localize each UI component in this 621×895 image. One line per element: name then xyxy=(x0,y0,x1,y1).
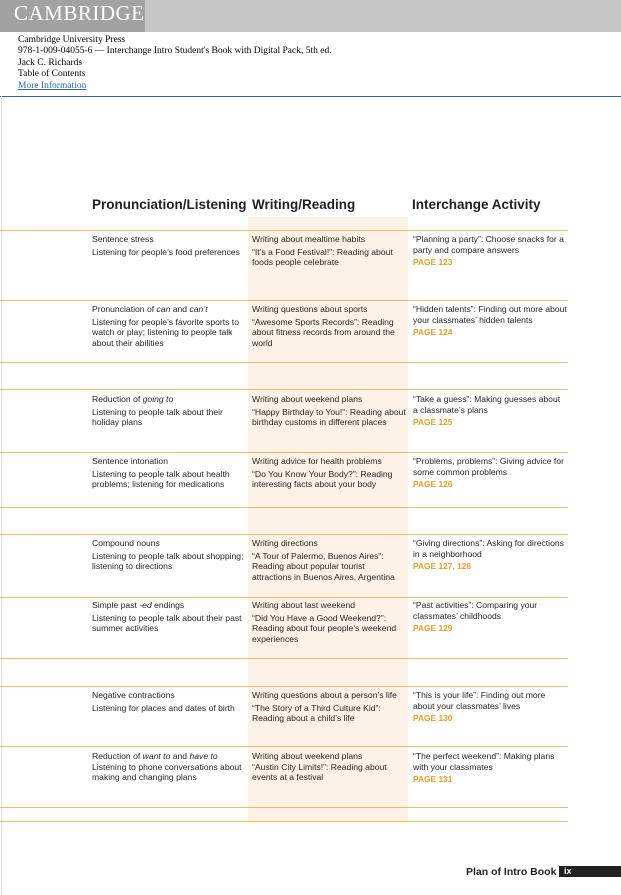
table-row-pron: Sentence stress Listening for people’s food preferences xyxy=(92,234,240,257)
page-reference: PAGE 131 xyxy=(413,774,453,785)
table-row-pron: Compound nouns Listening to people talk about shopping; listening to directions xyxy=(92,538,244,572)
footer-title: Plan of Intro Book xyxy=(466,866,557,878)
table-row-pron: Sentence intonation Listening to people talk about health problems; listening for medications xyxy=(92,456,230,490)
table-row-writing: Writing directions “A Tour of Palermo, Buenos Aires”: Reading about popular tourist attractions in Buenos Aires, Argentina xyxy=(252,538,395,582)
row-divider xyxy=(0,746,568,747)
table-row-pron: Negative contractions Listening for places and dates of birth xyxy=(92,690,235,713)
table-row-activity: “Take a guess”: Making guesses about a classmate’s plans PAGE 125 xyxy=(413,394,567,430)
header-divider xyxy=(0,96,621,97)
table-row-writing: Writing about last weekend “Did You Have a Good Weekend?”: Reading about four people’s weekend experiences xyxy=(252,600,397,644)
page-number: ix xyxy=(559,866,621,877)
cambridge-logo: CAMBRIDGE xyxy=(0,0,145,32)
row-divider xyxy=(0,507,568,508)
page-reference: PAGE 123 xyxy=(413,257,453,268)
column-heading-activity: Interchange Activity xyxy=(412,197,541,212)
column-heading-pronunciation: Pronunciation/Listening xyxy=(92,197,247,212)
row-divider xyxy=(0,686,568,687)
table-row-activity: “Past activities”: Comparing your classmates’ childhoods PAGE 129 xyxy=(413,600,567,636)
row-divider xyxy=(0,534,568,535)
column-heading-writing: Writing/Reading xyxy=(252,197,356,212)
page-reference: PAGE 124 xyxy=(413,327,453,338)
more-information-link[interactable]: More Information xyxy=(18,80,87,91)
isbn-title: 978-1-009-04055-6 — Interchange Intro Student's Book with Digital Pack, 5th ed. xyxy=(18,46,332,57)
table-row-activity: “Planning a party”: Choose snacks for a party and compare answers PAGE 123 xyxy=(413,234,567,270)
row-divider xyxy=(0,230,568,231)
page-reference: PAGE 125 xyxy=(413,417,453,428)
publisher: Cambridge University Press xyxy=(18,35,126,45)
table-row-activity: “This is your life”: Finding out more about your classmates’ lives PAGE 130 xyxy=(413,690,567,726)
table-row-writing: Writing about mealtime habits “It’s a Food Festival!”: Reading about foods people celebrate xyxy=(252,234,393,268)
section-label: Table of Contents xyxy=(18,69,86,80)
author: Jack C. Richards xyxy=(18,57,83,68)
row-divider xyxy=(0,452,568,453)
row-divider xyxy=(0,658,568,659)
row-divider xyxy=(0,300,568,301)
page-reference: PAGE 130 xyxy=(413,713,453,724)
table-row-writing: Writing questions about a person’s life “The Story of a Third Culture Kid”: Reading about a child’s life xyxy=(252,690,397,724)
table-row-activity: “Hidden talents”: Finding out more about your classmates’ hidden talents PAGE 124 xyxy=(413,304,567,338)
row-divider xyxy=(0,362,568,363)
row-divider xyxy=(0,807,568,808)
table-row-pron: Reduction of want to and have to Listening to phone conversations about making and changing plans xyxy=(92,751,242,783)
table-row-pron: Reduction of going to Listening to people talk about their holiday plans xyxy=(92,394,223,428)
table-row-writing: Writing about weekend plans “Happy Birthday to You!”: Reading about birthday customs in different places xyxy=(252,394,406,428)
table-row-writing: Writing questions about sports “Awesome Sports Records”: Reading about fitness records from around the world xyxy=(252,304,395,348)
page-edge-line xyxy=(1,96,2,895)
table-row-pron: Pronunciation of can and can’t Listening for people’s favorite sports to watch or play; listening to people talk about their abilities xyxy=(92,304,239,348)
table-row-writing: Writing about weekend plans “Austin City Limits!”: Reading about events at a festival xyxy=(252,751,387,783)
row-divider xyxy=(0,389,568,390)
row-divider xyxy=(0,821,568,822)
table-row-pron: Simple past -ed endings Listening to people talk about their past summer activities xyxy=(92,600,242,634)
table-row-activity: “Problems, problems”: Giving advice for some common problems PAGE 126 xyxy=(413,456,567,492)
page-reference: PAGE 127, 128 xyxy=(413,561,472,572)
table-row-activity: “The perfect weekend”: Making plans with your classmates PAGE 131 xyxy=(413,751,567,787)
book-metadata xyxy=(18,35,332,92)
page-reference: PAGE 129 xyxy=(413,623,453,634)
page-reference: PAGE 126 xyxy=(413,479,453,490)
table-row-activity: “Giving directions”: Asking for directions in a neighborhood PAGE 127, 128 xyxy=(413,538,567,574)
table-row-writing: Writing advice for health problems “Do You Know Your Body?”: Reading interesting facts about your body xyxy=(252,456,393,490)
row-divider xyxy=(0,597,568,598)
